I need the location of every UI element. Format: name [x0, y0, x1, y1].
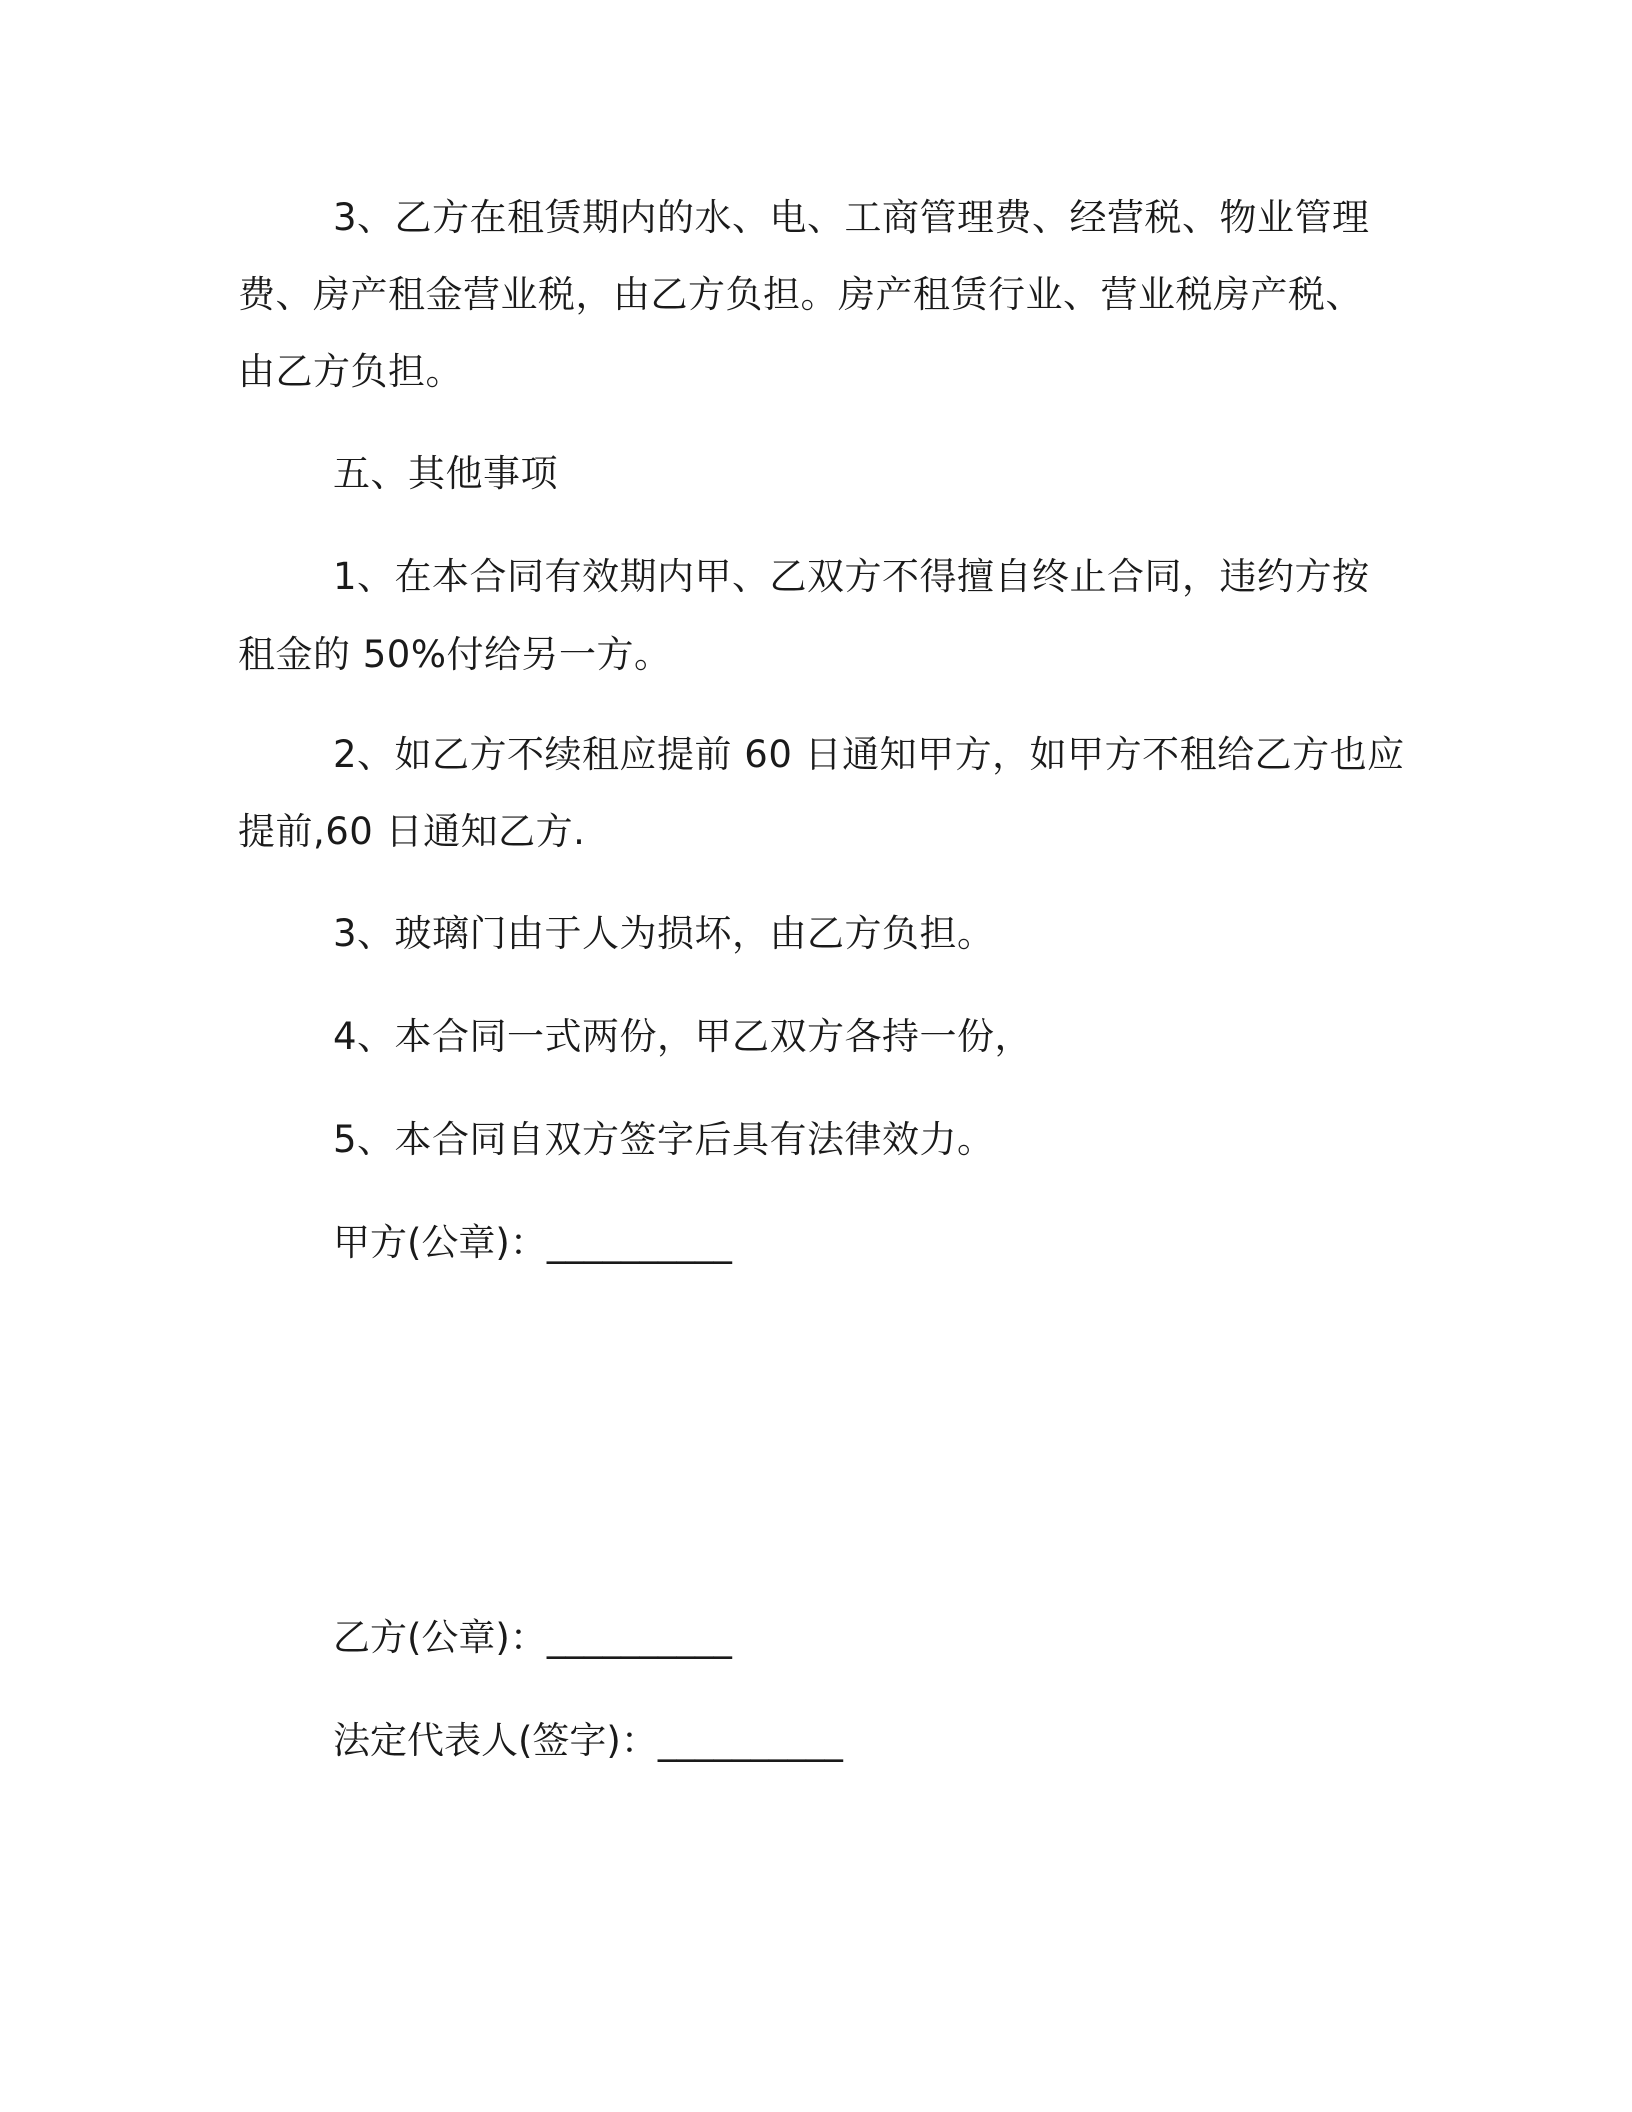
item-1-line-2: 租金的 50%付给另一方。 [238, 633, 672, 676]
item-2-line-1: 2、如乙方不续租应提前 60 日通知甲方，如甲方不租给乙方也应 [333, 733, 1405, 776]
tax-clause-line-1: 3、乙方在租赁期内的水、电、工商管理费、经营税、物业管理 [333, 196, 1370, 239]
party-b-seal-line: 乙方(公章)：__________ [333, 1616, 732, 1659]
item-4: 4、本合同一式两份，甲乙双方各持一份， [333, 1015, 1033, 1058]
item-5: 5、本合同自双方签字后具有法律效力。 [333, 1118, 995, 1161]
tax-clause-line-3: 由乙方负担。 [238, 350, 463, 393]
tax-clause-line-2: 费、房产租金营业税，由乙方负担。房产租赁行业、营业税房产税、 [238, 273, 1363, 316]
section-5-heading: 五、其他事项 [333, 452, 558, 495]
party-a-seal-line: 甲方(公章)：__________ [333, 1221, 732, 1264]
legal-representative-signature-line: 法定代表人(签字)：__________ [333, 1719, 843, 1762]
item-2-line-2: 提前,60 日通知乙方. [238, 810, 586, 853]
item-3: 3、玻璃门由于人为损坏，由乙方负担。 [333, 912, 995, 955]
item-1-line-1: 1、在本合同有效期内甲、乙双方不得擅自终止合同，违约方按 [333, 555, 1370, 598]
